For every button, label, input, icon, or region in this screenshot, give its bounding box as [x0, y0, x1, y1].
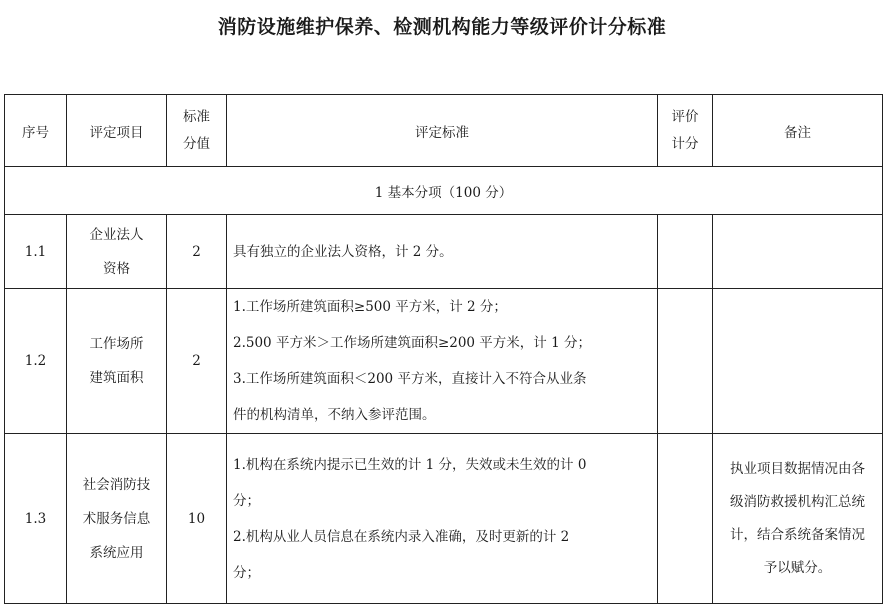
row-remark [713, 289, 883, 434]
row-eval [658, 215, 713, 289]
scoring-table [4, 94, 883, 604]
row-item [67, 215, 167, 289]
row-criteria [227, 434, 658, 604]
row-criteria [227, 215, 658, 289]
row-score: 2 [167, 289, 227, 434]
item-line: 术服务信息 [82, 510, 151, 527]
row-item [67, 289, 167, 434]
row-remark [713, 434, 883, 604]
item-line: 建筑面积 [89, 370, 144, 386]
header-score [167, 95, 227, 167]
section-row [5, 167, 883, 215]
row-remark [713, 215, 883, 289]
item-line: 系统应用 [89, 544, 144, 561]
header-row [5, 95, 883, 167]
item-line: 企业法人 [89, 226, 144, 243]
row-eval [658, 434, 713, 604]
row-score: 10 [167, 434, 227, 604]
row-seq: 1.2 [5, 289, 67, 434]
table-row [5, 289, 883, 434]
header-score-line-2: 分值 [183, 135, 210, 152]
table-row [5, 215, 883, 289]
remark-line: 级消防救援机构汇总统 [730, 493, 865, 510]
header-eval-line-1: 评价 [671, 108, 699, 125]
row-seq: 1.1 [5, 215, 67, 289]
criteria-line: 分； [233, 564, 260, 581]
item-line: 社会消防技 [82, 476, 151, 493]
criteria-line: 分； [233, 492, 260, 509]
header-score-line-1: 标准 [183, 108, 210, 125]
criteria-line: 2.机构从业人员信息在系统内录入准确，及时更新的计 2 [233, 528, 570, 545]
row-seq: 1.3 [5, 434, 67, 604]
row-score: 2 [167, 215, 227, 289]
remark-line: 执业项目数据情况由各 [730, 460, 865, 477]
section-title: 1 基本分项（100 分） [5, 167, 883, 215]
row-criteria [227, 289, 658, 434]
criteria-line: 2.500 平方米＞工作场所建筑面积≥200 平方米，计 1 分； [233, 335, 591, 351]
remark-line: 计，结合系统备案情况 [730, 526, 865, 543]
table-row [5, 434, 883, 604]
header-item: 评定项目 [67, 95, 167, 167]
header-seq: 序号 [5, 95, 67, 167]
criteria-line: 1.机构在系统内提示已生效的计 1 分，失效或未生效的计 0 [233, 456, 587, 473]
row-eval [658, 289, 713, 434]
header-remarks: 备注 [713, 95, 883, 167]
row-item [67, 434, 167, 604]
criteria-line: 件的机构清单，不纳入参评范围。 [233, 407, 436, 423]
document-title: 消防设施维护保养、检测机构能力等级评价计分标准 [217, 16, 667, 38]
header-eval [658, 95, 713, 167]
header-eval-line-2: 计分 [671, 135, 699, 152]
item-line: 工作场所 [89, 336, 144, 352]
criteria-line: 具有独立的企业法人资格，计 2 分。 [233, 243, 453, 260]
header-criteria: 评定标准 [227, 95, 658, 167]
item-line: 资格 [103, 260, 130, 277]
criteria-line: 1.工作场所建筑面积≥500 平方米，计 2 分； [233, 299, 507, 315]
remark-line: 予以赋分。 [763, 559, 832, 576]
criteria-line: 3.工作场所建筑面积＜200 平方米，直接计入不符合从业条 [233, 371, 587, 387]
